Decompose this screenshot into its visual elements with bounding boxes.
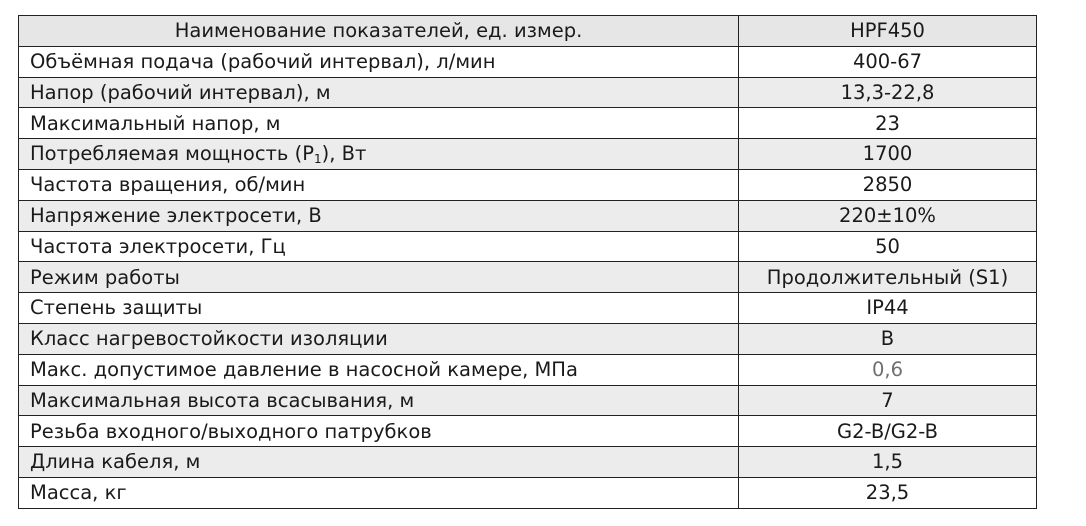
parameter-name: Длина кабеля, м [19, 447, 739, 478]
parameter-value: 220±10% [739, 200, 1037, 231]
parameter-name: Масса, кг [19, 477, 739, 508]
header-parameter-name: Наименование показателей, ед. измер. [19, 16, 739, 47]
table-row [19, 447, 1037, 478]
parameter-name-subscript: 1 [313, 151, 322, 166]
parameter-name-part: Потребляемая мощность (P [30, 141, 314, 165]
parameter-value: 7 [739, 385, 1037, 416]
header-model: HPF450 [739, 16, 1037, 47]
parameter-name: Максимальная высота всасывания, м [19, 385, 739, 416]
table-row [19, 354, 1037, 385]
parameter-name: Макс. допустимое давление в насосной камере, МПа [19, 354, 739, 385]
table-row [19, 139, 1037, 170]
table-row [19, 77, 1037, 108]
parameter-name: Режим работы [19, 262, 739, 293]
table-header-row [19, 16, 1037, 47]
table-row [19, 477, 1037, 508]
parameter-name [19, 139, 739, 170]
table-row [19, 262, 1037, 293]
parameter-value: 400-67 [739, 46, 1037, 77]
parameter-name: Объёмная подача (рабочий интервал), л/мин [19, 46, 739, 77]
table-row [19, 169, 1037, 200]
parameter-name: Частота электросети, Гц [19, 231, 739, 262]
parameter-name: Степень защиты [19, 293, 739, 324]
parameter-value: IP44 [739, 293, 1037, 324]
parameter-value: 0,6 [739, 354, 1037, 385]
specifications-table [18, 15, 1037, 509]
parameter-name: Напор (рабочий интервал), м [19, 77, 739, 108]
table-row [19, 323, 1037, 354]
parameter-value: B [739, 323, 1037, 354]
parameter-value: 1,5 [739, 447, 1037, 478]
table-row [19, 231, 1037, 262]
parameter-name: Максимальный напор, м [19, 108, 739, 139]
parameter-value: 13,3-22,8 [739, 77, 1037, 108]
parameter-value: 23 [739, 108, 1037, 139]
parameter-value: Продолжительный (S1) [739, 262, 1037, 293]
table-row [19, 108, 1037, 139]
parameter-value: 50 [739, 231, 1037, 262]
parameter-name: Частота вращения, об/мин [19, 169, 739, 200]
table-row [19, 416, 1037, 447]
parameter-value: G2-B/G2-B [739, 416, 1037, 447]
parameter-name: Напряжение электросети, В [19, 200, 739, 231]
table-row [19, 385, 1037, 416]
parameter-value: 2850 [739, 169, 1037, 200]
parameter-value: 1700 [739, 139, 1037, 170]
parameter-name-part: ), Вт [321, 141, 367, 165]
parameter-value: 23,5 [739, 477, 1037, 508]
parameter-name: Резьба входного/выходного патрубков [19, 416, 739, 447]
table-row [19, 200, 1037, 231]
table-row [19, 293, 1037, 324]
parameter-name: Класс нагревостойкости изоляции [19, 323, 739, 354]
table-row [19, 46, 1037, 77]
